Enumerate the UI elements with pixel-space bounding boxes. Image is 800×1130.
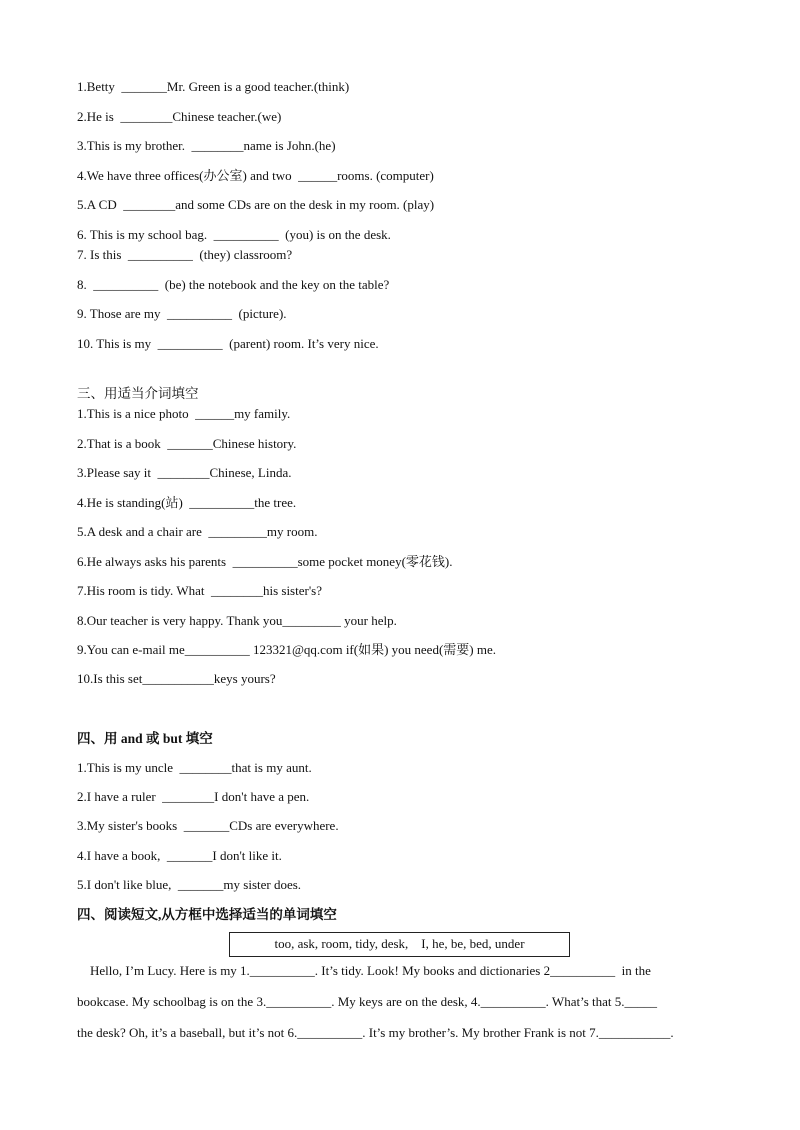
question-s3-1: 1.This is a nice photo ______my family. [77,406,291,421]
word-box: too, ask, room, tidy, desk, I, he, be, bed, under [229,932,570,957]
question-s4-3: 3.My sister's books _______CDs are everywhere. [77,818,339,833]
section-4-title: 四、用 and 或 but 填空 [77,731,213,746]
passage-line-2: bookcase. My schoolbag is on the 3.__________. My keys are on the desk, 4.__________. What’s that 5._____ [77,994,657,1009]
question-s4-4: 4.I have a book, _______I don't like it. [77,848,282,863]
question-s3-10: 10.Is this set___________keys yours? [77,671,276,686]
question-s4-5: 5.I don't like blue, _______my sister does. [77,877,302,892]
question-s2-3: 3.This is my brother. ________name is John.(he) [77,138,336,153]
question-s2-1: 1.Betty _______Mr. Green is a good teacher.(think) [77,79,350,94]
section-3-title: 三、用适当介词填空 [77,386,199,401]
question-s2-8: 8. __________ (be) the notebook and the key on the table? [77,277,390,292]
passage-line-1: Hello, I’m Lucy. Here is my 1.__________. It’s tidy. Look! My books and dictionaries 2__________ in the [77,963,651,978]
question-s3-8: 8.Our teacher is very happy. Thank you_________ your help. [77,613,397,628]
question-s2-6: 6. This is my school bag. __________ (you) is on the desk. [77,227,391,242]
question-s3-6: 6.He always asks his parents __________some pocket money(零花钱). [77,554,453,569]
passage-line-3: the desk? Oh, it’s a baseball, but it’s not 6.__________. It’s my brother’s. My brother Frank is not 7.___________. [77,1025,674,1040]
question-s2-2: 2.He is ________Chinese teacher.(we) [77,109,282,124]
question-s3-3: 3.Please say it ________Chinese, Linda. [77,465,292,480]
question-s2-5: 5.A CD ________and some CDs are on the desk in my room. (play) [77,197,435,212]
question-s3-9: 9.You can e-mail me__________ 123321@qq.com if(如果) you need(需要) me. [77,642,496,657]
question-s3-2: 2.That is a book _______Chinese history. [77,436,297,451]
question-s3-4: 4.He is standing(站) __________the tree. [77,495,297,510]
question-s2-10: 10. This is my __________ (parent) room. It’s very nice. [77,336,379,351]
question-s4-1: 1.This is my uncle ________that is my aunt. [77,760,312,775]
question-s2-4: 4.We have three offices(办公室) and two ______rooms. (computer) [77,168,434,183]
question-s2-9: 9. Those are my __________ (picture). [77,306,287,321]
question-s3-5: 5.A desk and a chair are _________my room. [77,524,318,539]
question-s4-2: 2.I have a ruler ________I don't have a pen. [77,789,310,804]
question-s2-7: 7. Is this __________ (they) classroom? [77,247,293,262]
question-s3-7: 7.His room is tidy. What ________his sister's? [77,583,323,598]
section-5-title: 四、阅读短文,从方框中选择适当的单词填空 [77,907,337,922]
